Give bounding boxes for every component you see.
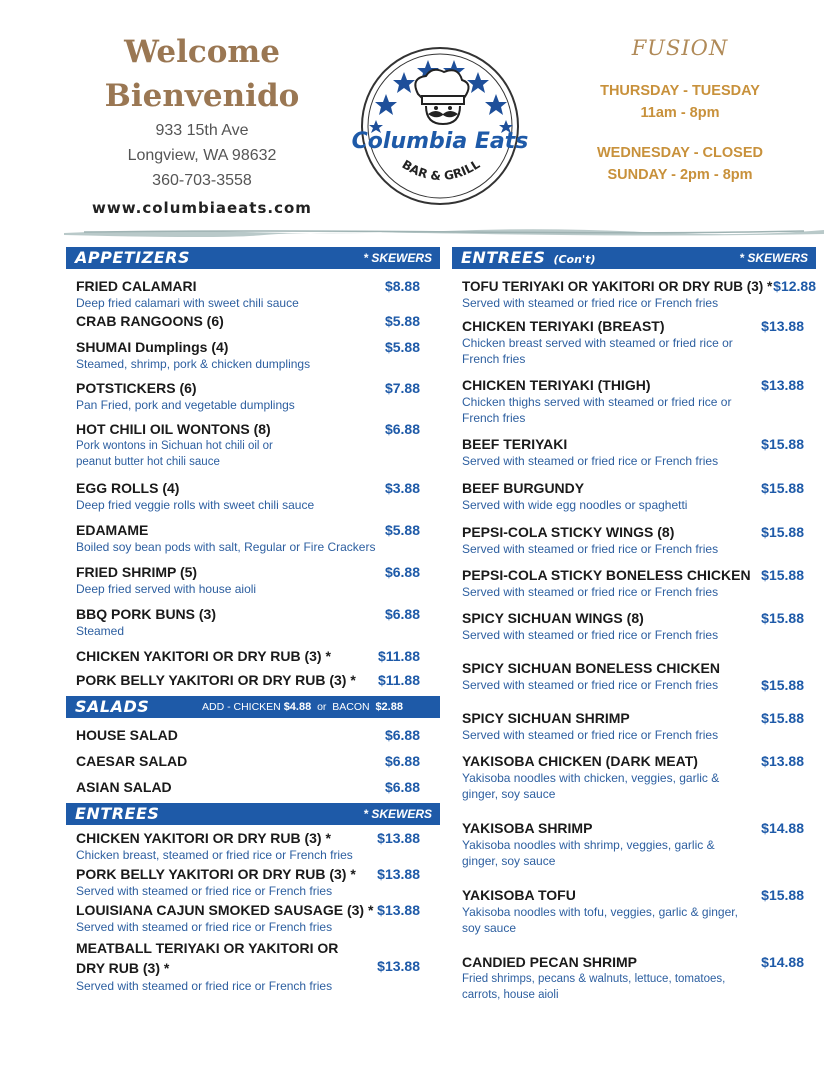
address-line-1: 933 15th Ave xyxy=(155,122,249,139)
item-description: Served with steamed or fried rice or French fries xyxy=(76,920,333,934)
item-price: $6.88 xyxy=(384,564,420,580)
item-description: Chicken breast, steamed or fried rice or French fries xyxy=(76,848,353,862)
menu-item xyxy=(452,318,816,377)
menu-item xyxy=(66,313,440,339)
item-price: $7.88 xyxy=(384,380,420,396)
welcome-title: Welcome xyxy=(124,34,280,70)
item-description: Served with steamed or fried rice or French fries xyxy=(76,979,333,993)
appetizers-title: APPETIZERS xyxy=(75,248,191,267)
menu-item xyxy=(452,524,816,567)
columbia-eats-logo xyxy=(336,44,544,210)
item-name: SPICY SICHUAN WINGS (8) xyxy=(462,610,644,626)
menu-item xyxy=(66,522,440,564)
menu-item xyxy=(66,753,440,779)
item-description: Served with steamed or fried rice or French fries xyxy=(462,728,719,742)
menu-item xyxy=(452,753,816,820)
item-price: $15.88 xyxy=(761,480,804,496)
logo-name: Columbia Eats xyxy=(351,129,529,154)
item-description: Deep fried served with house aioli xyxy=(76,582,257,596)
item-price: $15.88 xyxy=(761,567,804,583)
item-price: $3.88 xyxy=(384,480,420,496)
menu-item xyxy=(66,278,440,313)
item-name: BBQ PORK BUNS (3) xyxy=(76,606,217,622)
item-description: Yakisoba noodles with chicken, veggies, garlic & ginger, soy sauce xyxy=(462,771,720,801)
menu-item xyxy=(452,567,816,610)
item-name: LOUISIANA CAJUN SMOKED SAUSAGE (3) * xyxy=(76,902,374,918)
item-description: Served with steamed or fried rice or French fries xyxy=(462,296,719,310)
menu-item xyxy=(452,610,816,660)
skewers-note: * SKEWERS xyxy=(739,251,808,265)
brush-divider xyxy=(64,226,824,238)
menu-item xyxy=(452,710,816,753)
hours-block xyxy=(580,36,780,186)
menu-item xyxy=(66,421,440,480)
entrees-title: ENTREES xyxy=(75,804,160,823)
item-name: HOUSE SALAD xyxy=(76,727,178,743)
item-name: CHICKEN YAKITORI OR DRY RUB (3) * xyxy=(76,830,331,846)
menu-item xyxy=(452,480,816,524)
hours-days-1: THURSDAY - TUESDAY xyxy=(600,83,760,99)
item-name: BEEF BURGUNDY xyxy=(462,480,585,496)
item-name: HOT CHILI OIL WONTONS (8) xyxy=(76,421,271,437)
item-name: ASIAN SALAD xyxy=(76,779,172,795)
phone-number: 360-703-3558 xyxy=(152,172,252,189)
item-name: CAESAR SALAD xyxy=(76,753,188,769)
item-name: YAKISOBA CHICKEN (DARK MEAT) xyxy=(462,753,698,769)
item-price: $14.88 xyxy=(761,820,804,836)
menu-item xyxy=(66,779,440,803)
menu-item xyxy=(452,820,816,887)
item-name: BEEF TERIYAKI xyxy=(462,436,568,452)
skewers-note: * SKEWERS xyxy=(363,251,432,265)
item-name: MEATBALL TERIYAKI OR YAKITORI OR DRY RUB (3) * xyxy=(76,940,339,976)
item-price: $5.88 xyxy=(384,313,420,329)
salads-title: SALADS xyxy=(75,697,150,716)
item-name: CANDIED PECAN SHRIMP xyxy=(462,954,638,970)
item-description: Served with steamed or fried rice or French fries xyxy=(462,542,719,556)
item-price: $15.88 xyxy=(761,524,804,540)
welcome-block xyxy=(92,30,312,217)
item-price: $13.88 xyxy=(761,753,804,769)
menu-item xyxy=(452,377,816,436)
item-name: POTSTICKERS (6) xyxy=(76,380,197,396)
item-description: Served with steamed or fried rice or French fries xyxy=(462,454,719,468)
item-description: Steamed xyxy=(76,624,125,638)
item-name: FRIED CALAMARI xyxy=(76,278,197,294)
fusion-title: FUSION xyxy=(631,36,729,60)
item-name: PEPSI-COLA STICKY BONELESS CHICKEN xyxy=(462,567,751,583)
item-description: Boiled soy bean pods with salt, Regular or Fire Crackers xyxy=(76,540,376,554)
logo-subtitle: BAR & GRILL xyxy=(399,157,483,184)
menu-header xyxy=(0,0,829,240)
item-price: $13.88 xyxy=(761,318,804,334)
item-description: Served with steamed or fried rice or French fries xyxy=(462,628,719,642)
menu-item xyxy=(66,672,440,696)
item-price: $6.88 xyxy=(384,727,420,743)
menu-item xyxy=(452,887,816,954)
item-price: $13.88 xyxy=(761,377,804,393)
menu-item xyxy=(452,436,816,480)
item-name: PEPSI-COLA STICKY WINGS (8) xyxy=(462,524,675,540)
hours-time-1: 11am - 8pm xyxy=(640,105,720,121)
appetizers-header xyxy=(66,247,440,269)
entrees-header xyxy=(66,803,440,825)
item-description: Deep fried veggie rolls with sweet chili sauce xyxy=(76,498,315,512)
item-name: CHICKEN YAKITORI OR DRY RUB (3) * xyxy=(76,648,331,664)
menu-item xyxy=(66,564,440,606)
left-column xyxy=(66,247,440,992)
item-price: $6.88 xyxy=(384,753,420,769)
chef-icon xyxy=(415,70,468,124)
salads-header xyxy=(66,696,440,718)
item-name: CHICKEN TERIYAKI (BREAST) xyxy=(462,318,665,334)
website: www.columbiaeats.com xyxy=(92,199,312,217)
item-price: $13.88 xyxy=(377,902,420,918)
menu-item xyxy=(66,938,440,992)
item-description: Fried shrimps, pecans & walnuts, lettuce, tomatoes, carrots, house aioli xyxy=(462,973,726,1001)
item-name: YAKISOBA SHRIMP xyxy=(462,820,593,836)
item-price: $13.88 xyxy=(377,830,420,846)
item-description: Chicken thighs served with steamed or fried rice or French fries xyxy=(462,395,732,425)
right-column xyxy=(452,247,816,1004)
menu-item xyxy=(66,480,440,522)
menu-item xyxy=(66,727,440,753)
item-price: $6.88 xyxy=(384,421,420,437)
item-price: $15.88 xyxy=(761,677,804,693)
item-price: $15.88 xyxy=(761,436,804,452)
item-price: $6.88 xyxy=(384,779,420,795)
hours-sunday: SUNDAY - 2pm - 8pm xyxy=(607,167,753,183)
hours-closed: WEDNESDAY - CLOSED xyxy=(597,145,763,161)
item-description: Pan Fried, pork and vegetable dumplings xyxy=(76,398,295,412)
item-name: CHICKEN TERIYAKI (THIGH) xyxy=(462,377,651,393)
item-description: Yakisoba noodles with tofu, veggies, garlic & ginger, soy sauce xyxy=(462,905,738,935)
item-name: YAKISOBA TOFU xyxy=(462,887,576,903)
item-price: $8.88 xyxy=(384,278,420,294)
menu-item xyxy=(66,606,440,648)
item-price: $15.88 xyxy=(761,887,804,903)
skewers-note: * SKEWERS xyxy=(363,807,432,821)
item-name: FRIED SHRIMP (5) xyxy=(76,564,198,580)
salad-addons: ADD - CHICKEN $4.88 or BACON $2.88 xyxy=(202,701,403,713)
item-description: Chicken breast served with steamed or fried rice or French fries xyxy=(462,336,733,366)
item-name: SPICY SICHUAN SHRIMP xyxy=(462,710,630,726)
item-price: $5.88 xyxy=(384,522,420,538)
item-description: Served with wide egg noodles or spaghetti xyxy=(462,498,688,512)
item-price: $6.88 xyxy=(384,606,420,622)
item-price: $11.88 xyxy=(377,648,420,664)
item-price: $14.88 xyxy=(761,954,804,970)
address-line-2: Longview, WA 98632 xyxy=(127,147,277,164)
item-price: $15.88 xyxy=(761,710,804,726)
item-name: SHUMAI Dumplings (4) xyxy=(76,339,229,355)
item-name: PORK BELLY YAKITORI OR DRY RUB (3) * xyxy=(76,866,356,882)
item-description: Steamed, shrimp, pork & chicken dumplings xyxy=(76,357,311,371)
item-description: Served with steamed or fried rice or French fries xyxy=(462,678,719,692)
item-name: SPICY SICHUAN BONELESS CHICKEN xyxy=(462,660,721,676)
menu-item xyxy=(66,648,440,672)
item-name: TOFU TERIYAKI OR YAKITORI OR DRY RUB (3) * xyxy=(462,279,773,294)
item-price: $12.88 xyxy=(773,278,816,294)
menu-item xyxy=(452,954,816,1004)
item-description: Pork wontons in Sichuan hot chili oil or peanut butter hot chili sauce xyxy=(76,440,273,468)
item-description: Yakisoba noodles with shrimp, veggies, garlic & ginger, soy sauce xyxy=(462,838,715,868)
bienvenido-title: Bienvenido xyxy=(104,78,300,114)
item-price: $11.88 xyxy=(377,672,420,688)
item-name: PORK BELLY YAKITORI OR DRY RUB (3) * xyxy=(76,672,356,688)
menu-item xyxy=(66,830,440,866)
item-price: $15.88 xyxy=(761,610,804,626)
item-description: Served with steamed or fried rice or French fries xyxy=(76,884,333,898)
item-description: Served with steamed or fried rice or French fries xyxy=(462,585,719,599)
menu-item xyxy=(452,278,816,318)
item-name: CRAB RANGOONS (6) xyxy=(76,313,224,329)
menu-item xyxy=(66,339,440,380)
item-name: EGG ROLLS (4) xyxy=(76,480,180,496)
menu-item xyxy=(66,902,440,938)
item-price: $13.88 xyxy=(377,866,420,882)
item-price: $13.88 xyxy=(377,958,420,974)
item-name: EDAMAME xyxy=(76,522,149,538)
item-description: Deep fried calamari with sweet chili sauce xyxy=(76,296,299,310)
entrees-cont-header xyxy=(452,247,816,269)
menu-item xyxy=(66,380,440,421)
entrees-cont-title: ENTREES (Con't) xyxy=(461,248,596,267)
menu-item xyxy=(452,660,816,710)
menu-item xyxy=(66,866,440,902)
item-price: $5.88 xyxy=(384,339,420,355)
